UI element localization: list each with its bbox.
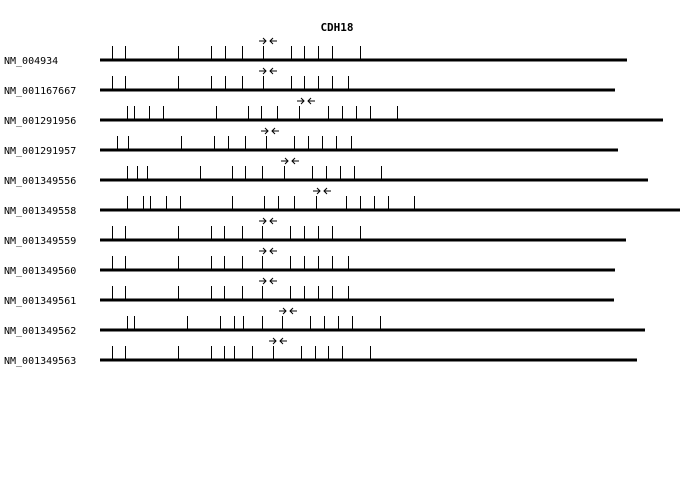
- transcript-label: NM_001349560: [4, 266, 77, 277]
- transcript-row: [4, 98, 663, 127]
- primer-marker-icon: [259, 278, 277, 284]
- primer-marker-icon: [281, 158, 299, 164]
- transcript-label: NM_001349563: [4, 356, 77, 367]
- primer-marker-glyph: [259, 278, 277, 284]
- primer-marker-icon: [259, 68, 277, 74]
- primer-marker-icon: [259, 248, 277, 254]
- primer-marker-icon: [261, 128, 279, 134]
- transcript-row: [4, 338, 637, 367]
- transcript-label: NM_001167667: [4, 86, 77, 97]
- transcript-row: [4, 218, 626, 247]
- transcript-label: NM_001349562: [4, 326, 77, 337]
- primer-marker-glyph: [259, 38, 277, 44]
- primer-marker-glyph: [297, 98, 315, 104]
- transcript-label: NM_001349556: [4, 176, 77, 187]
- transcript-label: NM_001349558: [4, 206, 77, 217]
- transcript-row: [4, 128, 618, 157]
- transcript-label: NM_001291957: [4, 146, 77, 157]
- primer-marker-glyph: [269, 338, 287, 344]
- diagram-title: CDH18: [320, 21, 354, 34]
- transcript-row: [4, 278, 614, 307]
- primer-marker-glyph: [279, 308, 297, 314]
- transcript-row: [4, 308, 645, 337]
- primer-marker-glyph: [259, 248, 277, 254]
- transcript-label: NM_004934: [4, 56, 59, 67]
- transcript-row: [4, 38, 627, 67]
- transcript-row: [4, 248, 615, 277]
- transcript-label: NM_001349561: [4, 296, 77, 307]
- primer-marker-icon: [259, 218, 277, 224]
- transcript-row: [4, 188, 680, 217]
- primer-marker-glyph: [313, 188, 331, 194]
- primer-marker-glyph: [259, 218, 277, 224]
- primer-marker-glyph: [259, 68, 277, 74]
- transcript-row: [4, 68, 615, 97]
- primer-marker-icon: [313, 188, 331, 194]
- primer-marker-icon: [279, 308, 297, 314]
- primer-marker-icon: [269, 338, 287, 344]
- transcript-label: NM_001291956: [4, 116, 77, 127]
- transcript-label: NM_001349559: [4, 236, 77, 247]
- primer-marker-glyph: [281, 158, 299, 164]
- transcript-row: [4, 158, 648, 187]
- primer-marker-glyph: [261, 128, 279, 134]
- primer-marker-icon: [259, 38, 277, 44]
- transcript-tracks: [4, 38, 680, 367]
- primer-marker-icon: [297, 98, 315, 104]
